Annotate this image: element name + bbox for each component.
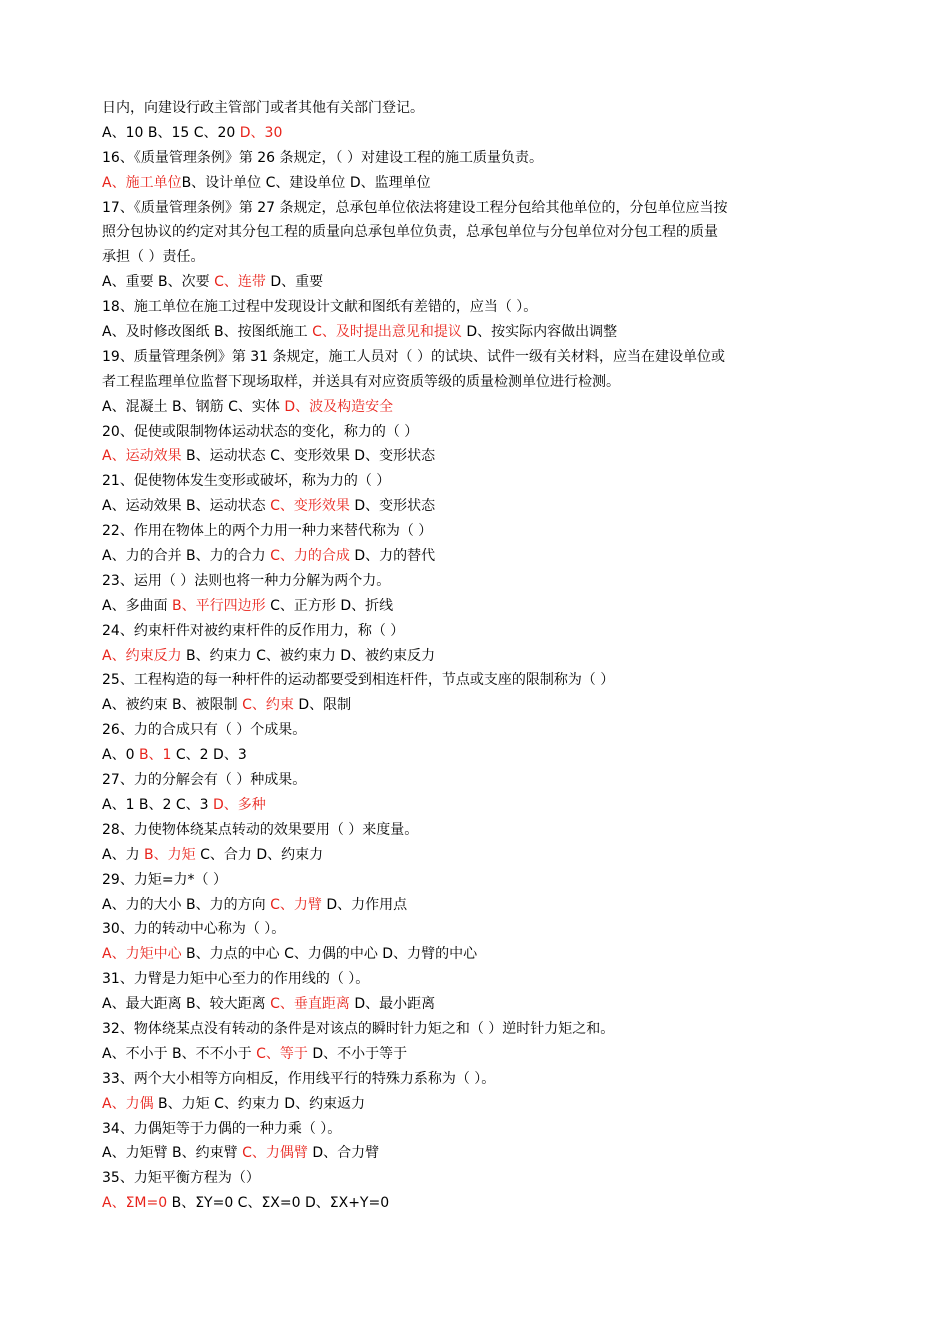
text-line	[102, 171, 852, 196]
text-segment: D、限制	[293, 697, 352, 714]
text-segment: D、力作用点	[321, 896, 408, 913]
text-line	[102, 893, 852, 918]
text-segment: A、及时修改图纸 B、按图纸施工	[102, 324, 313, 341]
text-segment: A、力的大小 B、力的方向	[102, 896, 271, 913]
answer-highlight: C、及时提出意见和提议	[312, 324, 462, 341]
text-segment: A、最大距离 B、较大距离	[102, 996, 271, 1013]
text-segment: D、不小于等于	[307, 1045, 408, 1062]
text-segment: 31、力臂是力矩中心至力的作用线的（ ）。	[102, 971, 370, 988]
text-line	[102, 295, 852, 320]
text-line	[102, 196, 852, 221]
text-segment: A、0	[102, 747, 139, 764]
text-line	[102, 1191, 852, 1216]
answer-highlight: C、变形效果	[270, 498, 350, 515]
text-segment: 22、作用在物体上的两个力用一种力来替代称为（ ）	[102, 523, 433, 540]
text-line	[102, 1042, 852, 1067]
text-line	[102, 245, 852, 270]
text-segment: 34、力偶矩等于力偶的一种力乘（ ）。	[102, 1120, 342, 1137]
text-segment: A、运动效果 B、运动状态	[102, 498, 271, 515]
answer-highlight: A、施工单位	[102, 174, 182, 191]
text-segment: 27、力的分解会有（ ）种成果。	[102, 772, 307, 789]
text-segment: 16、《质量管理条例》第 26 条规定，（ ）对建设工程的施工质量负责。	[102, 149, 543, 166]
text-segment: 照分包协议的约定对其分包工程的质量向总承包单位负责，总承包单位与分包单位对分包工程的质量	[102, 224, 718, 241]
answer-highlight: C、连带	[214, 274, 266, 291]
text-segment: A、不小于 B、不不小于	[102, 1045, 257, 1062]
text-line	[102, 818, 852, 843]
text-segment: 25、工程构造的每一种杆件的运动都要受到相连杆件，节点或支座的限制称为（ ）	[102, 672, 615, 689]
text-line	[102, 768, 852, 793]
answer-highlight: C、等于	[256, 1045, 308, 1062]
text-line	[102, 96, 852, 121]
text-segment: A、10 B、15 C、20	[102, 124, 240, 141]
text-line	[102, 1117, 852, 1142]
text-segment: D、力的替代	[349, 548, 436, 565]
text-segment: D、按实际内容做出调整	[461, 324, 618, 341]
text-segment: B、设计单位 C、建设单位 D、监理单位	[181, 174, 431, 191]
text-line	[102, 146, 852, 171]
text-line	[102, 1141, 852, 1166]
text-line	[102, 619, 852, 644]
text-segment: 26、力的合成只有（ ）个成果。	[102, 722, 307, 739]
document-page	[102, 96, 852, 1216]
answer-highlight: A、力偶	[102, 1095, 154, 1112]
text-line	[102, 843, 852, 868]
text-line	[102, 1166, 852, 1191]
answer-highlight: C、力偶臂	[242, 1145, 308, 1162]
text-segment: 29、力矩=力*（ ）	[102, 871, 227, 888]
text-line	[102, 967, 852, 992]
text-line	[102, 668, 852, 693]
answer-highlight: D、30	[239, 124, 283, 141]
text-segment: A、力的合并 B、力的合力	[102, 548, 271, 565]
text-segment: A、重要 B、次要	[102, 274, 215, 291]
answer-highlight: A、ΣM=0	[102, 1195, 168, 1212]
answer-highlight: C、力臂	[270, 896, 322, 913]
text-line	[102, 569, 852, 594]
text-segment: 35、力矩平衡方程为（）	[102, 1170, 260, 1187]
text-segment: D、最小距离	[349, 996, 436, 1013]
text-line	[102, 917, 852, 942]
text-segment: A、1 B、2 C、3	[102, 796, 214, 813]
text-segment: 承担（ ）责任。	[102, 249, 205, 266]
text-line	[102, 320, 852, 345]
text-line	[102, 494, 852, 519]
text-line	[102, 868, 852, 893]
text-segment: B、力矩 C、约束力 D、约束返力	[153, 1095, 366, 1112]
text-segment: 17、《质量管理条例》第 27 条规定，总承包单位依法将建设工程分包给其他单位的，分包单位应当按	[102, 199, 728, 216]
text-segment: D、变形状态	[349, 498, 436, 515]
text-segment: A、力矩臂 B、约束臂	[102, 1145, 243, 1162]
text-segment: 日内，向建设行政主管部门或者其他有关部门登记。	[102, 100, 424, 116]
answer-highlight: D、波及构造安全	[284, 398, 394, 415]
text-segment: 33、两个大小相等方向相反，作用线平行的特殊力系称为（ ）。	[102, 1070, 496, 1087]
answer-highlight: B、力矩	[144, 846, 196, 863]
text-segment: 者工程监理单位监督下现场取样，并送具有对应资质等级的质量检测单位进行检测。	[102, 373, 620, 390]
text-line	[102, 270, 852, 295]
text-segment: 30、力的转动中心称为（ ）。	[102, 921, 286, 938]
text-segment: D、合力臂	[307, 1145, 380, 1162]
text-line	[102, 220, 852, 245]
text-line	[102, 544, 852, 569]
text-line	[102, 420, 852, 445]
text-line	[102, 395, 852, 420]
answer-highlight: B、平行四边形	[172, 597, 266, 614]
text-line	[102, 594, 852, 619]
text-line	[102, 444, 852, 469]
text-segment: C、2 D、3	[171, 747, 247, 764]
text-segment: B、ΣY=0 C、ΣX=0 D、ΣX+Y=0	[167, 1195, 390, 1212]
text-line	[102, 1017, 852, 1042]
text-line	[102, 992, 852, 1017]
text-line	[102, 469, 852, 494]
answer-highlight: C、约束	[242, 697, 294, 714]
answer-highlight: D、多种	[213, 796, 266, 813]
text-line	[102, 693, 852, 718]
text-segment: 19、质量管理条例》第 31 条规定，施工人员对（ ）的试块、试件一级有关材料，应当在建设单位或	[102, 348, 725, 365]
text-segment: A、被约束 B、被限制	[102, 697, 243, 714]
text-segment: C、正方形 D、折线	[265, 597, 394, 614]
text-segment: B、力点的中心 C、力偶的中心 D、力臂的中心	[181, 946, 478, 963]
text-segment: C、合力 D、约束力	[195, 846, 324, 863]
text-segment: 18、施工单位在施工过程中发现设计文献和图纸有差错的，应当（ ）。	[102, 299, 538, 316]
answer-highlight: A、约束反力	[102, 647, 182, 664]
text-segment: B、运动状态 C、变形效果 D、变形状态	[181, 448, 436, 465]
text-segment: 20、促使或限制物体运动状态的变化，称力的（ ）	[102, 423, 419, 440]
text-line	[102, 121, 852, 146]
text-segment: 28、力使物体绕某点转动的效果要用（ ）来度量。	[102, 821, 419, 838]
text-line	[102, 345, 852, 370]
text-line	[102, 793, 852, 818]
text-segment: A、多曲面	[102, 597, 173, 614]
text-segment: 21、促使物体发生变形或破坏，称为力的（ ）	[102, 473, 391, 490]
text-segment: 32、物体绕某点没有转动的条件是对该点的瞬时针力矩之和（ ）逆时针力矩之和。	[102, 1020, 615, 1037]
answer-highlight: C、垂直距离	[270, 996, 350, 1013]
text-line	[102, 942, 852, 967]
text-line	[102, 519, 852, 544]
text-segment: 24、约束杆件对被约束杆件的反作用力，称（ ）	[102, 622, 405, 639]
text-segment: D、重要	[265, 274, 324, 291]
answer-highlight: A、力矩中心	[102, 946, 182, 963]
text-line	[102, 1092, 852, 1117]
answer-highlight: B、1	[138, 747, 172, 764]
text-line	[102, 718, 852, 743]
answer-highlight: C、力的合成	[270, 548, 350, 565]
text-line	[102, 1067, 852, 1092]
text-line	[102, 644, 852, 669]
text-segment: B、约束力 C、被约束力 D、被约束反力	[181, 647, 436, 664]
text-segment: 23、运用（ ）法则也将一种力分解为两个力。	[102, 572, 391, 589]
text-segment: A、混凝土 B、钢筋 C、实体	[102, 398, 285, 415]
answer-highlight: A、运动效果	[102, 448, 182, 465]
text-segment: A、力	[102, 846, 145, 863]
text-line	[102, 370, 852, 395]
text-line	[102, 743, 852, 768]
